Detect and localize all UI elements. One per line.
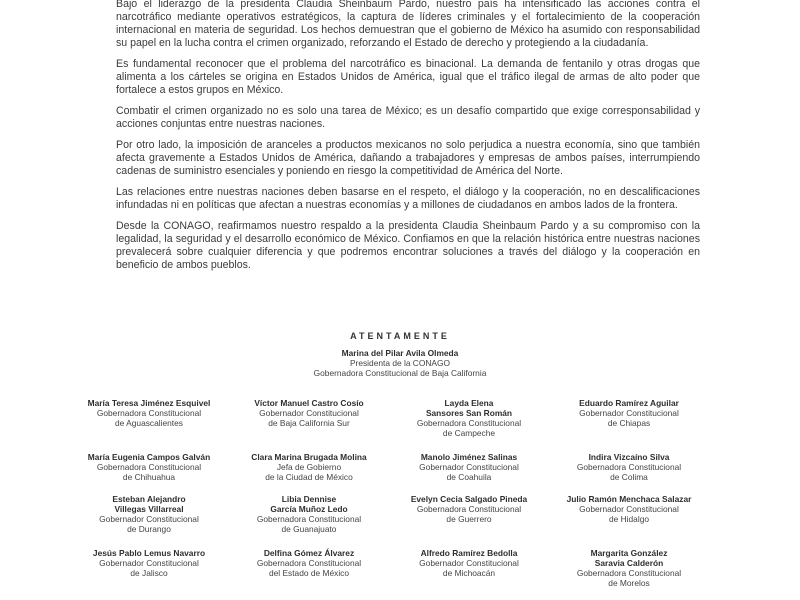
signature-block: [384, 452, 554, 482]
signatory-name-line2: Villegas Villarreal: [114, 504, 184, 514]
signatory-name: Jesús Pablo Lemus Navarro: [92, 548, 206, 558]
signatory-role: Gobernadora Constitucional: [576, 462, 682, 472]
signatory-name: Clara Marina Brugada Molina: [251, 452, 367, 462]
signatory-name: Margarita González: [590, 548, 668, 558]
signatory-role: Jefa de Gobierno: [276, 462, 342, 472]
signatory-state: de Chiapas: [607, 418, 651, 428]
signatory-role: Gobernadora Constitucional: [576, 568, 682, 578]
closing-section: [0, 326, 800, 344]
paragraph-binational: Es fundamental reconocer que el problema del narcotráfico es binacional. La demanda de fentanilo y otras drogas que alimenta a los cárteles se origina en Estados Unidos de América, igual que el tráfico ilegal de armas de alto poder que fortalece a estos grupos en México.: [116, 58, 700, 96]
signatory-name-line2: García Muñoz Ledo: [270, 504, 348, 514]
signature-block: [224, 452, 394, 482]
signatory-role: Gobernador Constitucional: [579, 408, 679, 418]
signature-block: [544, 398, 714, 428]
signatory-state: de Guerrero: [446, 514, 492, 524]
closing-word: ATENTAMENTE: [350, 331, 450, 341]
signatory-role: Gobernador Constitucional: [419, 558, 519, 568]
signatory-name: Libia Dennise: [281, 494, 337, 504]
signatory-state: de Campeche: [442, 428, 496, 438]
signatory-role: Gobernador Constitucional: [99, 558, 199, 568]
signatory-role: Gobernadora Constitucional: [96, 462, 202, 472]
signatory-role: Gobernadora Constitucional: [416, 504, 522, 514]
signatory-state: de Aguascalientes: [115, 418, 183, 428]
letter-body: [116, 0, 700, 280]
signature-block: [64, 548, 234, 578]
signatory-role: Gobernadora Constitucional: [256, 514, 362, 524]
paragraph-relations: Las relaciones entre nuestras naciones deben basarse en el respeto, el diálogo y la cooperación, no en descalificaciones infundadas ni en políticas que afectan a nuestras economías y a millones de ciudadanos en ambos lados de la frontera.: [116, 186, 700, 211]
paragraph-leadership: Bajo el liderazgo de la presidenta Claudia Sheinbaum Pardo, nuestro país ha intensificado las acciones contra el narcotráfico mediante operativos estratégicos, la captura de líderes criminales y el fortalecimiento de la cooperación internacional en materia de seguridad. Los hechos demuestran que el gobierno de México ha asumido con responsabilidad su papel en la lucha contra el crimen organizado, reforzando el Estado de derecho y protegiendo a la ciudadanía.: [116, 0, 700, 49]
signatory-role: Gobernador Constitucional: [99, 514, 199, 524]
signatory-role: Gobernadora Constitucional: [256, 558, 362, 568]
signatory-name: Eduardo Ramírez Aguilar: [579, 398, 679, 408]
signatory-name-line2: Sansores San Román: [425, 408, 513, 418]
signatory-state: de Coahuila: [446, 472, 492, 482]
signatory-name: María Teresa Jiménez Esquivel: [87, 398, 211, 408]
signatory-state: de Michoacán: [442, 568, 496, 578]
president-title: Presidenta de la CONAGO: [349, 358, 451, 368]
signature-block: [544, 494, 714, 524]
signatory-state: de Durango: [127, 524, 171, 534]
signatory-name: Alfredo Ramírez Bedolla: [420, 548, 518, 558]
signature-block: [544, 452, 714, 482]
signatory-state: de Morelos: [608, 578, 650, 588]
signatory-role: Gobernador Constitucional: [579, 504, 679, 514]
signatory-name: Layda Elena: [444, 398, 494, 408]
signature-block: [224, 398, 394, 428]
signatory-state: del Estado de México: [268, 568, 350, 578]
signature-block: [384, 494, 554, 524]
signatory-state: de Hidalgo: [608, 514, 650, 524]
signatory-name: Esteban Alejandro: [112, 494, 186, 504]
signatory-name: María Eugenia Campos Galván: [87, 452, 211, 462]
signatory-name: Evelyn Cecia Salgado Pineda: [410, 494, 528, 504]
signature-block: [224, 494, 394, 534]
signatory-role: Gobernador Constitucional: [419, 462, 519, 472]
signatory-state: de Colima: [610, 472, 648, 482]
signature-block: [224, 548, 394, 578]
signatory-role: Gobernadora Constitucional: [96, 408, 202, 418]
signature-block: [64, 452, 234, 482]
president-name: Marina del Pilar Avila Olmeda: [341, 348, 459, 358]
paragraph-shared-challenge: Combatir el crimen organizado no es solo una tarea de México; es un desafío compartido que exige corresponsabilidad y acciones conjuntas entre nuestras naciones.: [116, 105, 700, 130]
signature-block: [384, 548, 554, 578]
signatory-name-line2: Saravia Calderón: [594, 558, 664, 568]
signatory-state: de Jalisco: [130, 568, 168, 578]
signatory-state: de Chihuahua: [122, 472, 176, 482]
signature-block: [544, 548, 714, 588]
signatory-state: de la Ciudad de México: [265, 472, 353, 482]
signatory-state: de Guanajuato: [281, 524, 337, 534]
signatory-name: Julio Ramón Menchaca Salazar: [566, 494, 692, 504]
signatory-role: Gobernador Constitucional: [259, 408, 359, 418]
signatory-role: Gobernadora Constitucional: [416, 418, 522, 428]
signatory-name: Víctor Manuel Castro Cosío: [254, 398, 364, 408]
signature-block: [64, 494, 234, 534]
signatory-name: Manolo Jiménez Salinas: [420, 452, 518, 462]
president-governor-title: Gobernadora Constitucional de Baja California: [313, 368, 487, 378]
signatory-name: Delfina Gómez Álvarez: [263, 548, 355, 558]
president-signature: [0, 348, 800, 378]
paragraph-conago-support: Desde la CONAGO, reafirmamos nuestro respaldo a la presidenta Claudia Sheinbaum Pardo y a su compromiso con la legalidad, la seguridad y el desarrollo económico de México. Confiamos en que la relación histórica entre nuestras naciones prevalecerá sobre cualquier diferencia y que podremos encontrar soluciones a través del diálogo y la cooperación en beneficio de ambos pueblos.: [116, 220, 700, 271]
signature-block: [64, 398, 234, 428]
signatory-name: Indira Vizcaíno Silva: [588, 452, 670, 462]
signatory-state: de Baja California Sur: [268, 418, 350, 428]
signature-block: [384, 398, 554, 438]
paragraph-tariffs: Por otro lado, la imposición de aranceles a productos mexicanos no solo perjudica a nuestra economía, sino que también afecta gravemente a Estados Unidos de América, dañando a trabajadores y empresas de ambos países, interrumpiendo cadenas de suministro esenciales y poniendo en riesgo la competitividad de América del Norte.: [116, 139, 700, 177]
